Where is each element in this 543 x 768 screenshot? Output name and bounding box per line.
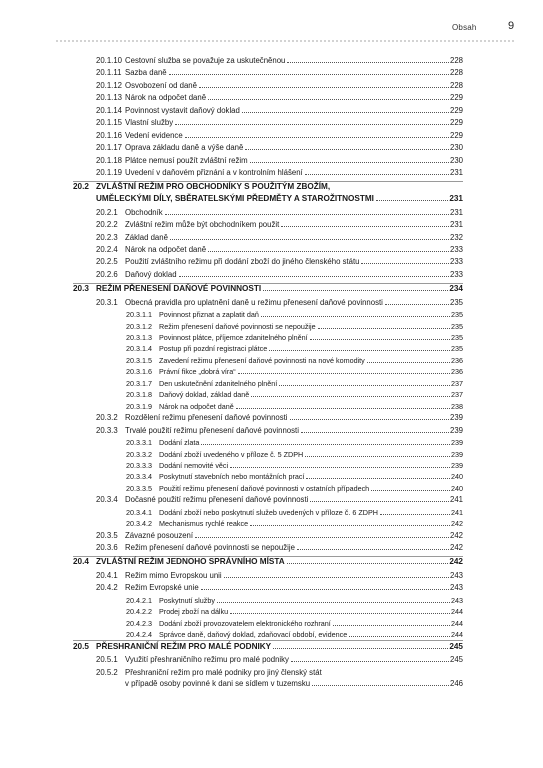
toc-entry-page: 239 [449, 425, 463, 435]
toc-entry-number: 20.4.2 [96, 583, 118, 593]
toc-entry-number: 20.1.13 [96, 93, 123, 103]
toc-entry-page: 244 [451, 618, 463, 628]
toc-entry-title: Obecná pravidla pro uplatnění daně u režimu přenesení daňové povinnosti [125, 297, 383, 307]
toc-entry-page: 228 [449, 56, 463, 65]
dot-leader [287, 563, 449, 564]
dot-leader [230, 613, 450, 614]
toc-entry-title: Závazné posouzení [125, 530, 194, 540]
dot-leader [297, 549, 449, 550]
toc-entry-title: REŽIM PŘENESENÍ DAŇOVÉ POVINNOSTI [96, 284, 262, 294]
toc-entry-page: 235 [449, 297, 463, 307]
dot-leader [290, 419, 449, 420]
toc-entry-title: Dočasné použití režimu přenesení daňové povinnosti [125, 495, 309, 505]
toc-entry-number: 20.3.1.7 [126, 378, 152, 388]
toc-entry-title: Přeshraniční režim pro malé podniky pro jiný členský stát [125, 667, 322, 677]
toc-entry-page: 239 [451, 449, 463, 459]
dot-leader [367, 362, 450, 363]
dot-leader [361, 263, 449, 264]
dot-leader [385, 304, 449, 305]
toc-entry-page: 232 [449, 232, 463, 242]
toc-entry-page: 231 [449, 207, 463, 217]
toc-entry-number: 20.3.3.4 [126, 472, 152, 482]
toc-entry-title: Povinnost plátce, příjemce zdanitelného plnění [159, 333, 308, 342]
toc-entry-title: Využití přeshraničního režimu pro malé podniky [125, 655, 289, 665]
dot-leader [250, 525, 450, 526]
dot-leader [305, 456, 450, 457]
dot-leader [201, 589, 449, 590]
toc-entry-number: 20.1.16 [96, 130, 123, 140]
dot-leader [238, 373, 450, 374]
toc-entry-title: Cestovní služba se považuje za uskutečněnou [125, 56, 286, 65]
toc-entry-title: Rozdělení režimu přenesení daňové povinnosti [125, 413, 288, 423]
toc-entry-title: Režim přenesení daňové povinnosti se nepoužije [159, 321, 316, 331]
dot-leader [349, 636, 450, 637]
toc-entry-number: 20.1.10 [96, 56, 123, 65]
toc-entry-page: 245 [449, 655, 463, 665]
toc-entry-title: Dodání zlata [159, 438, 200, 448]
toc-entry-number: 20.4.2.4 [126, 630, 152, 640]
dot-leader [208, 99, 449, 100]
dot-leader [380, 514, 450, 515]
toc-entry-title: ZVLÁŠTNÍ REŽIM PRO OBCHODNÍKY S POUŽITÝM ZBOŽÍM, [96, 182, 331, 192]
toc-entry-page: 242 [451, 519, 463, 529]
toc-entry-number: 20.3.3.5 [126, 483, 152, 493]
toc-entry-page: 231 [449, 194, 463, 204]
toc-entry-number: 20.3.4.2 [126, 519, 152, 529]
toc-entry-page: 239 [449, 413, 463, 423]
dot-leader [306, 478, 450, 479]
dot-leader [175, 124, 449, 125]
toc-entry-title: Poskytnutí stavebních nebo montážních prací [159, 472, 305, 482]
toc-entry-number: 20.5.2 [96, 667, 118, 677]
dot-leader [242, 112, 449, 113]
toc-entry-title: Dodání zboží uvedeného v příloze č. 5 ZDPH [159, 449, 304, 459]
toc-entry-page: 242 [449, 530, 463, 540]
toc-entry-title: Nárok na odpočet daně [125, 93, 207, 103]
toc-entry-title: Povinnost vystavit daňový doklad [125, 105, 240, 115]
toc-entry-page: 228 [449, 80, 463, 90]
toc-entry-number: 20.3.3 [96, 425, 118, 435]
toc-entry-number: 20.4.2.1 [126, 595, 152, 605]
toc-entry-number: 20.4.2.3 [126, 618, 152, 628]
toc-entry-page: 235 [451, 310, 463, 320]
toc-entry-number: 20.3.1.9 [126, 401, 152, 411]
toc-entry-page: 229 [449, 130, 463, 140]
toc-entry-number: 20.1.15 [96, 118, 123, 128]
toc-entry-number: 20.1.14 [96, 105, 123, 115]
toc-entry-page: 233 [449, 244, 463, 254]
toc-entry-title: PŘESHRANIČNÍ REŽIM PRO MALÉ PODNIKY [96, 641, 272, 651]
toc-entry-number: 20.4.2.2 [126, 607, 152, 617]
toc-entry-title: Daňový doklad, základ daně [159, 390, 250, 400]
toc-entry-page: 242 [449, 543, 463, 553]
toc-entry-number: 20.3.1.1 [126, 310, 152, 320]
toc-entry-number: 20.3.1.8 [126, 390, 152, 400]
toc-entry-page: 234 [449, 284, 463, 294]
toc-entry-title: Oprava základu daně a výše daně [125, 143, 244, 153]
toc-entry-number: 20.3.3.3 [126, 460, 152, 470]
toc-entry-number: 20.2 [73, 182, 89, 192]
toc-entry-title: ZVLÁŠTNÍ REŽIM JEDNOHO SPRÁVNÍHO MÍSTA [96, 557, 285, 567]
toc-entry-number: 20.1.19 [96, 168, 123, 178]
toc-entry-number: 20.3.4.1 [126, 507, 152, 517]
dot-leader [217, 602, 450, 603]
toc-entry-title: Plátce nemusí použít zvláštní režim [125, 155, 248, 165]
dot-leader [287, 62, 449, 63]
toc-entry-page: 243 [449, 570, 463, 580]
dot-leader [208, 251, 449, 252]
dot-leader [312, 685, 449, 686]
dot-leader [376, 200, 448, 201]
toc-entry-number: 20.3.5 [96, 530, 118, 540]
toc-entry-number: 20.3.3.1 [126, 438, 152, 448]
toc-entry-number: 20.3.1.5 [126, 355, 152, 365]
dot-leader [195, 537, 449, 538]
toc-entry-title: Sazba daně [125, 68, 167, 78]
toc-entry-page: 242 [449, 557, 463, 567]
dot-leader [201, 444, 450, 445]
toc-entry-title: Správce daně, daňový doklad, zdaňovací období, evidence [159, 630, 348, 640]
toc-entry-title: Nárok na odpočet daně [159, 401, 234, 411]
toc-entry-title: Režim přenesení daňové povinnosti se nepoužije [125, 543, 295, 553]
dot-leader [179, 276, 449, 277]
toc-entry-page: 230 [449, 155, 463, 165]
toc-entry-page: 229 [449, 105, 463, 115]
toc-entry-number: 20.3.1.3 [126, 333, 152, 342]
toc-entry-page: 240 [451, 483, 463, 493]
dot-leader [199, 87, 449, 88]
toc-entry-number: 20.4.1 [96, 570, 118, 580]
dot-leader [224, 577, 449, 578]
toc-entry-title: Zavedení režimu přenesení daňové povinnosti na nové komodity [159, 355, 365, 365]
toc-entry-number: 20.2.6 [96, 269, 118, 279]
toc-entry-title: Uvedení v daňovém přiznání a v kontrolním hlášení [125, 168, 303, 178]
toc-entry-page: 243 [449, 583, 463, 593]
dot-leader [251, 396, 450, 397]
dot-leader [230, 467, 450, 468]
toc-entry-title: Prodej zboží na dálku [159, 607, 229, 617]
toc-entry-page: 228 [449, 68, 463, 78]
toc-entry-title: Osvobození od daně [125, 80, 197, 90]
dot-leader [281, 226, 449, 227]
dot-leader [170, 239, 449, 240]
toc-entry-page: 229 [449, 118, 463, 128]
toc-entry-page: 235 [451, 344, 463, 354]
toc-entry-title: Nárok na odpočet daně [125, 244, 207, 254]
toc-entry-title: Právní fikce „dobrá víra“ [159, 367, 236, 377]
dot-leader [250, 162, 449, 163]
toc-entry-number: 20.3.6 [96, 543, 118, 553]
toc-entry-number: 20.2.5 [96, 257, 118, 267]
dot-leader [269, 350, 450, 351]
dot-leader [236, 408, 450, 409]
toc-entry-page: 241 [451, 507, 463, 517]
dot-leader [333, 625, 450, 626]
toc-entry-title: Den uskutečnění zdanitelného plnění [159, 378, 278, 388]
toc-entry-page: 235 [451, 321, 463, 331]
page-number: 9 [508, 20, 515, 32]
header-dotted-rule [55, 40, 515, 42]
toc-entry-number: 20.1.18 [96, 155, 123, 165]
toc-entry-page: 235 [451, 333, 463, 342]
dot-leader [318, 328, 450, 329]
toc-entry-title: Dodání zboží nebo poskytnutí služeb uvedených v příloze č. 6 ZDPH [159, 507, 378, 517]
toc-entry-number: 20.5 [73, 641, 89, 651]
toc-entry-number: 20.2.2 [96, 220, 118, 230]
toc-entry-title: Trvalé použití režimu přenesení daňové povinnosti [125, 425, 299, 435]
toc-entry-page: 230 [449, 143, 463, 153]
toc-entry-page: 233 [449, 257, 463, 267]
toc-entry-number: 20.3 [73, 284, 89, 294]
toc-entry-title: Postup při pozdní registraci plátce [159, 344, 268, 354]
toc-entry-title: Poskytnutí služby [159, 595, 215, 605]
toc-entry-title-continued: v případě osoby povinné k dani se sídlem v tuzemsku [125, 679, 311, 689]
dot-leader [169, 74, 449, 75]
toc-entry-page: 241 [449, 495, 463, 505]
toc-entry-title-continued: UMĚLECKÝMI DÍLY, SBĚRATELSKÝMI PŘEDMĚTY A STAROŽITNOSTMI [96, 194, 374, 204]
toc-entry-title: Zvláštní režim může být obchodníkem použit [125, 220, 280, 230]
toc-entry-title: Režim Evropské unie [125, 583, 199, 593]
dot-leader [279, 385, 450, 386]
toc-entry-page: 236 [451, 367, 463, 377]
dot-leader [165, 214, 449, 215]
dot-leader [245, 149, 449, 150]
dot-leader [371, 490, 450, 491]
toc-entry-number: 20.1.11 [96, 68, 122, 78]
toc-entry-number: 20.1.12 [96, 80, 123, 90]
toc-entry-title: Dodání zboží provozovatelem elektronického rozhraní [159, 618, 331, 628]
toc-entry-page: 239 [451, 438, 463, 448]
toc-entry-number: 20.3.3.2 [126, 449, 152, 459]
toc-entry-title: Dodání nemovité věci [159, 460, 229, 470]
toc-entry-number: 20.5.1 [96, 655, 118, 665]
dot-leader [273, 648, 448, 649]
toc-entry-number: 20.2.1 [96, 207, 118, 217]
toc-entry-page: 231 [449, 168, 463, 178]
toc-entry-page: 240 [451, 472, 463, 482]
toc-entry-page: 236 [451, 355, 463, 365]
dot-leader [310, 339, 450, 340]
toc-entry-page: 244 [451, 630, 463, 640]
dot-leader [301, 432, 449, 433]
dot-leader [185, 137, 449, 138]
toc-entry-title: Povinnost přiznat a zaplatit daň [159, 310, 259, 320]
toc-entry-page: 238 [451, 401, 463, 411]
toc-entry-number: 20.3.1 [96, 297, 118, 307]
toc-entry-page: 237 [451, 378, 463, 388]
toc-entry-number: 20.2.3 [96, 232, 118, 242]
toc-entry-page: 239 [451, 460, 463, 470]
toc-entry-number: 20.3.1.2 [126, 321, 152, 331]
toc-entry-title: Daňový doklad [125, 269, 177, 279]
toc-entry-page: 233 [449, 269, 463, 279]
dot-leader [305, 174, 449, 175]
dot-leader [310, 501, 449, 502]
toc-entry-number: 20.4 [73, 557, 89, 567]
toc-entry-title: Vedení evidence [125, 130, 183, 140]
toc-entry-page: 246 [449, 679, 463, 689]
toc-entry-number: 20.1.17 [96, 143, 123, 153]
toc-entry-title: Obchodník [125, 207, 163, 217]
toc-entry-number: 20.3.1.4 [126, 344, 152, 354]
toc-entry-title: Vlastní služby [125, 118, 174, 128]
toc-entry-number: 20.3.4 [96, 495, 118, 505]
dot-leader [261, 316, 450, 317]
toc-entry-page: 245 [449, 641, 463, 651]
toc-entry-page: 244 [451, 607, 463, 617]
toc-entry-title: Použití zvláštního režimu při dodání zboží do jiného členského státu [125, 257, 360, 267]
toc-entry-page: 243 [451, 595, 463, 605]
toc-entry-number: 20.3.2 [96, 413, 118, 423]
toc-entry-page: 237 [451, 390, 463, 400]
toc-entry-title: Použití režimu přenesení daňové povinnosti v ostatních případech [159, 483, 370, 493]
toc-entry-page: 229 [449, 93, 463, 103]
running-header-title: Obsah [452, 23, 477, 32]
toc-entry-title: Mechanismus rychlé reakce [159, 519, 249, 529]
dot-leader [291, 661, 449, 662]
toc-entry-page: 231 [449, 220, 463, 230]
toc-entry-title: Režim mimo Evropskou unii [125, 570, 222, 580]
toc-entry-number: 20.3.1.6 [126, 367, 152, 377]
dot-leader [263, 290, 448, 291]
toc-entry-number: 20.2.4 [96, 244, 118, 254]
toc-entry-title: Základ daně [125, 232, 168, 242]
